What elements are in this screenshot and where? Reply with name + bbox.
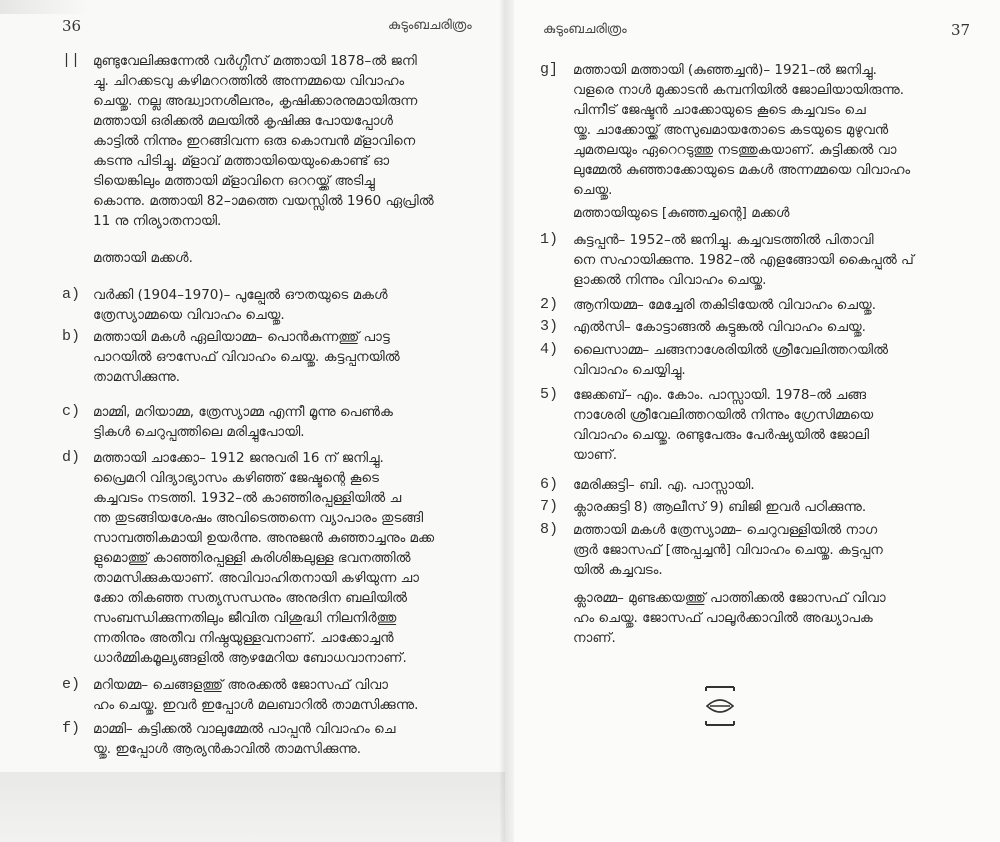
text-line: രൂർ ജോസഫ് [അപ്പച്ചൻ] വിവാഹം ചെയ്തു. കട്ടപ്പന bbox=[573, 542, 883, 558]
text-line: പാറയിൽ ഔസേഫ് വിവാഹം ചെയ്തു. കട്ടപ്പനയിൽ bbox=[93, 349, 400, 365]
list-item bbox=[573, 317, 968, 337]
text-line: ധാർമ്മികമൂല്യങ്ങളിൽ ആഴമേറിയ ബോധവാനാണ്. bbox=[93, 650, 407, 666]
item-label: 8) bbox=[540, 521, 559, 538]
text-line: ലുമ്മേൽ കുഞ്ഞാക്കോയുടെ മകൾ അന്നമ്മയെ വിവാഹം bbox=[573, 162, 911, 178]
text-line: മത്തായി ചാക്കോ– 1912 ജനുവരി 16 ന് ജനിച്ചു. bbox=[93, 450, 384, 466]
item-label: d) bbox=[62, 449, 81, 466]
section-end-ornament-icon bbox=[704, 684, 736, 728]
item-label: 4) bbox=[540, 341, 559, 358]
text-line: കൊന്നു. മത്തായി 82–ാമത്തെ വയസ്സിൽ 1960 ഏപ്രിൽ bbox=[93, 193, 434, 209]
item-label: a) bbox=[62, 286, 81, 303]
page-number: 36 bbox=[62, 17, 82, 35]
item-label: 3) bbox=[540, 318, 559, 335]
item-label: f) bbox=[62, 720, 81, 737]
text-line: മേരിക്കുട്ടി– ബി. എ. പാസ്സായി. bbox=[573, 477, 755, 493]
text-line: യ്തു. ഇപ്പോൾ ആര്യൻകാവിൽ താമസിക്കുന്നു. bbox=[93, 741, 362, 757]
text-line: മാമ്മി, മറിയാമ്മ, ത്രേസ്യാമ്മ എന്നീ മൂന്നു പെൺക bbox=[93, 404, 393, 420]
list-item bbox=[93, 327, 473, 387]
list-item bbox=[93, 285, 473, 325]
list-item bbox=[93, 675, 473, 715]
text-line: സാമ്പത്തികമായി ഉയർന്നു. അനുജൻ കുഞ്ഞാച്ചനും മക്ക bbox=[93, 530, 435, 546]
text-line: സംബന്ധിക്കുന്നതിലും ജീവിത വിശുദ്ധി നിലനിർത്തു bbox=[93, 610, 397, 626]
list-item bbox=[93, 402, 473, 442]
scan-smudge bbox=[0, 0, 90, 14]
text-line: കച്ചവടം നടത്തി. 1932–ൽ കാഞ്ഞിരപ്പള്ളിയിൽ ച bbox=[93, 490, 402, 506]
text-line: പ്രൈമറി വിദ്യാഭ്യാസം കഴിഞ്ഞ് ജേഷ്ടന്റെ കൂടെ bbox=[93, 470, 379, 486]
item-label: g] bbox=[540, 61, 559, 78]
text-line: ത്രേസ്യാമ്മയെ വിവാഹം ചെയ്തു. bbox=[93, 307, 285, 323]
text-line: നാശേരി ശ്രീവേലിത്തറയിൽ നിന്നും ഗ്രേസിമ്മയെ bbox=[573, 407, 874, 423]
text-line: ഹം ചെയ്തു. ഇവർ ഇപ്പോൾ മലബാറിൽ താമസിക്കുന്നു. bbox=[93, 697, 419, 713]
text-line: യാണ്. bbox=[573, 447, 618, 463]
item-label: 7) bbox=[540, 498, 559, 515]
text-line: ചെയ്തു. നല്ല അദ്ധ്വാനശീലനും, കൃഷിക്കാരനുമായിരുന്ന bbox=[93, 93, 418, 109]
text-line: ളുമൊത്തു് കാഞ്ഞിരപ്പള്ളി കുരിശിങ്കലുള്ള ഭവനത്തിൽ bbox=[93, 550, 411, 566]
item-label: 5) bbox=[540, 386, 559, 403]
right-page bbox=[505, 0, 1000, 842]
text-line: ലൈസാമ്മ– ചങ്ങനാശേരിയിൽ ശ്രീവേലിത്തറയിൽ bbox=[573, 342, 889, 358]
text-line: 11 നു നിര്യാതനായി. bbox=[93, 213, 222, 229]
text-line: വിവാഹം ചെയ്തു. രണ്ടുപേരും പേർഷ്യയിൽ ജോലി bbox=[573, 427, 870, 443]
list-item bbox=[573, 60, 968, 200]
section-heading bbox=[573, 203, 968, 223]
text-line: താമസിക്കുന്നു. bbox=[93, 369, 180, 385]
text-line: വിവാഹം ചെയ്യിച്ചു. bbox=[573, 362, 686, 378]
item-label: || bbox=[62, 52, 81, 69]
paragraph bbox=[573, 588, 968, 648]
text-line: കുട്ടപ്പൻ– 1952–ൽ ജനിച്ചു. കച്ചവടത്തിൽ പിതാവി bbox=[573, 232, 874, 248]
list-item bbox=[573, 497, 968, 517]
text-line: നാണ്. bbox=[573, 630, 616, 646]
running-head: കുടുംബചരിത്രം bbox=[543, 22, 627, 37]
item-label: 1) bbox=[540, 231, 559, 248]
list-item bbox=[573, 295, 968, 315]
text-line: വർക്കി (1904–1970)– പുല്പ്പേൽ ഔതയുടെ മകൾ bbox=[93, 287, 388, 303]
list-item bbox=[93, 448, 473, 668]
text-line: ന്നതിനും അതീവ നിഷ്ഠയുള്ളവനാണ്. ചാക്കോച്ചൻ bbox=[93, 630, 394, 646]
text-line: ടിയെങ്കിലും മത്തായി മ്ളാവിനെ ഒററയ്ക്ക് അടിച്ചു bbox=[93, 173, 375, 189]
text-line: മാമ്മി– കുട്ടിക്കൽ വാലുമ്മേൽ പാപ്പൻ വിവാഹം ചെ bbox=[93, 721, 396, 737]
page-edge bbox=[0, 772, 505, 842]
text-line: ഹം ചെയ്തു. ജോസഫ് പാലൂർക്കാവിൽ അദ്ധ്യാപക bbox=[573, 610, 873, 626]
text-line: മത്തായി മകൾ ഏലിയാമ്മ– പൊൻകുന്നത്തു് പാട്ട bbox=[93, 329, 390, 345]
list-item bbox=[573, 385, 968, 465]
item-label: 2) bbox=[540, 296, 559, 313]
page-number: 37 bbox=[951, 21, 971, 39]
text-line: ന്ത തുടങ്ങിയശേഷം അവിടെത്തന്നെ വ്യാപാരം തുടങ്ങി bbox=[93, 510, 424, 526]
list-item bbox=[573, 230, 968, 290]
section-heading bbox=[93, 248, 473, 268]
text-line: ചുമതലയും ഏറെറടുത്തു നടത്തുകയാണ്. കുട്ടിക്കൽ വാ bbox=[573, 142, 897, 158]
text-line: മറിയമ്മ– ചെങ്ങളത്തു് അരക്കൽ ജോസഫ് വിവാ bbox=[93, 677, 388, 693]
text-line: ജേക്കബ്– എം. കോം. പാസ്സായി. 1978–ൽ ചങ്ങ bbox=[573, 387, 867, 403]
text-line: ച്ചു. ചിറക്കടവു കഴിമററത്തിൽ അന്നമ്മയെ വിവാഹം bbox=[93, 73, 405, 89]
list-item bbox=[93, 719, 473, 759]
text-line: പിന്നീട് ജേഷ്ടൻ ചാക്കോയുടെ കൂടെ കച്ചവടം ചെ bbox=[573, 102, 866, 118]
text-line: മത്തായി മക്കൾ. bbox=[93, 250, 193, 266]
item-label: 6) bbox=[540, 476, 559, 493]
running-head: കുടുംബചരിത്രം bbox=[388, 18, 472, 33]
text-line: എൽസി– കോട്ടാങ്ങൽ കുട്ടുങ്കൽ വിവാഹം ചെയ്തു. bbox=[573, 319, 866, 335]
text-line: ക്ലാരക്കുട്ടി 8) ആലീസ് 9) ബിജി ഇവർ പഠിക്കുന്നു. bbox=[573, 499, 867, 515]
list-item bbox=[93, 51, 473, 231]
text-line: കാട്ടിൽ നിന്നും ഇറങ്ങിവന്ന ഒരു കൊമ്പൻ മ്ളാവിനെ bbox=[93, 133, 416, 149]
text-line: ചെയ്തു. bbox=[573, 182, 613, 198]
list-item bbox=[573, 475, 968, 495]
item-label: c) bbox=[62, 403, 81, 420]
text-line: ക്ലാരമ്മ– മുണ്ടക്കയത്തു് പാത്തിക്കൽ ജോസഫ് വിവാ bbox=[573, 590, 886, 606]
text-line: മുണ്ടുവേലിക്കുന്നേൽ വർഗ്ഗീസ് മത്തായി 1878–ൽ ജനി bbox=[93, 53, 417, 69]
list-item bbox=[573, 340, 968, 380]
text-line: താമസിക്കുകയാണ്. അവിവാഹിതനായി കഴിയുന്ന ചാ bbox=[93, 570, 420, 586]
text-line: ളാക്കൽ നിന്നും വിവാഹം ചെയ്തു. bbox=[573, 272, 767, 288]
list-item bbox=[573, 520, 968, 580]
text-line: ആനിയമ്മ– മേച്ചേരി തകിടിയേൽ വിവാഹം ചെയ്തു. bbox=[573, 297, 877, 313]
text-line: വളരെ നാൾ മുക്കാടൻ കമ്പനിയിൽ ജോലിയായിരുന്നു. bbox=[573, 82, 905, 98]
text-line: യ്തു. ചാക്കോയ്ക്ക് അസുഖമായതോടെ കടയുടെ മുഴുവൻ bbox=[573, 122, 889, 138]
text-line: മത്തായിയുടെ [കുഞ്ഞച്ചന്റെ] മക്കൾ bbox=[573, 205, 790, 221]
text-line: ക്കോ തികഞ്ഞ സത്യസന്ധനും അനുദിന ബലിയിൽ bbox=[93, 590, 408, 606]
text-line: മത്തായി മകൾ ത്രേസ്യാമ്മ– ചെറുവള്ളിയിൽ നാഗ bbox=[573, 522, 878, 538]
text-line: മത്തായി മത്തായി (കുഞ്ഞച്ചൻ)– 1921–ൽ ജനിച്ചു. bbox=[573, 62, 877, 78]
book-gutter bbox=[500, 0, 514, 842]
text-line: യിൽ കച്ചവടം. bbox=[573, 562, 663, 578]
text-line: ട്ടികൾ ചെറുപ്പത്തിലെ മരിച്ചുപോയി. bbox=[93, 424, 305, 440]
text-line: നെ സഹായിക്കുന്നു. 1982–ൽ എളങ്ങോയി കൈപ്പുൽ പ് bbox=[573, 252, 914, 268]
item-label: e) bbox=[62, 676, 81, 693]
item-label: b) bbox=[62, 328, 81, 345]
text-line: കടന്നു പിടിച്ചു. മ്ളാവ് മത്തായിയെയുംകൊണ്ട് ഓ bbox=[93, 153, 390, 169]
text-line: മത്തായി ഒരിക്കൽ മലയിൽ കൃഷിക്കു പോയപ്പോൾ bbox=[93, 113, 393, 129]
